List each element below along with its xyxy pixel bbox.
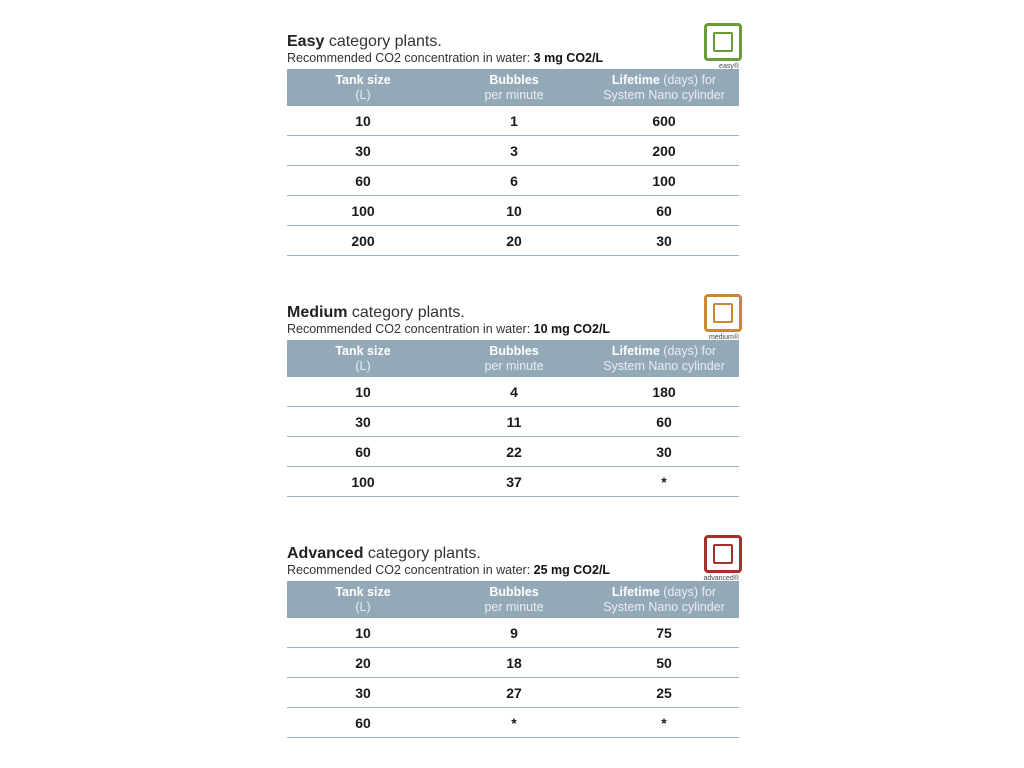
medium-section — [287, 304, 739, 497]
badge-label: easy® — [719, 63, 739, 70]
advanced-section — [287, 545, 739, 738]
table-row: 30 3 200 — [287, 136, 739, 166]
col-bubbles: Bubbles per minute — [484, 343, 544, 373]
table-row: 60 6 100 — [287, 166, 739, 196]
table-row: 30 27 25 — [287, 678, 739, 708]
col-lifetime: Lifetime (days) for System Nano cylinder — [603, 343, 725, 373]
concentration-line: Recommended CO2 concentration in water: 10 mg CO2/L — [287, 322, 611, 336]
table-row: 100 37 * — [287, 467, 739, 497]
table-header — [287, 581, 739, 618]
col-lifetime: Lifetime (days) for System Nano cylinder — [603, 72, 725, 102]
table-header — [287, 69, 739, 106]
col-bubbles: Bubbles per minute — [484, 72, 544, 102]
concentration-line: Recommended CO2 concentration in water: 3 mg CO2/L — [287, 51, 604, 65]
leaf-icon — [704, 294, 742, 332]
col-tank-size: Tank size (L) — [335, 72, 391, 102]
section-title: Advanced category plants. — [287, 545, 481, 562]
table-row: 60 22 30 — [287, 437, 739, 467]
col-lifetime: Lifetime (days) for System Nano cylinder — [603, 584, 725, 614]
advanced-badge — [701, 535, 739, 582]
table-row: 200 20 30 — [287, 226, 739, 256]
table-row: 30 11 60 — [287, 407, 739, 437]
table-row: 20 18 50 — [287, 648, 739, 678]
table-row: 100 10 60 — [287, 196, 739, 226]
section-title: Easy category plants. — [287, 33, 442, 50]
concentration-line: Recommended CO2 concentration in water: 25 mg CO2/L — [287, 563, 611, 577]
col-bubbles: Bubbles per minute — [484, 584, 544, 614]
table-row: 10 1 600 — [287, 106, 739, 136]
col-tank-size: Tank size (L) — [335, 584, 391, 614]
table-row: 60 * * — [287, 708, 739, 738]
leaf-icon — [704, 535, 742, 573]
easy-badge — [701, 23, 739, 70]
leaf-icon — [704, 23, 742, 61]
table-row: 10 9 75 — [287, 618, 739, 648]
badge-label: medium® — [708, 334, 739, 341]
col-tank-size: Tank size (L) — [335, 343, 391, 373]
medium-badge — [701, 294, 739, 341]
badge-label: advanced® — [703, 575, 739, 582]
easy-section — [287, 33, 739, 256]
table-header — [287, 340, 739, 377]
table-row: 10 4 180 — [287, 377, 739, 407]
section-title: Medium category plants. — [287, 304, 465, 321]
